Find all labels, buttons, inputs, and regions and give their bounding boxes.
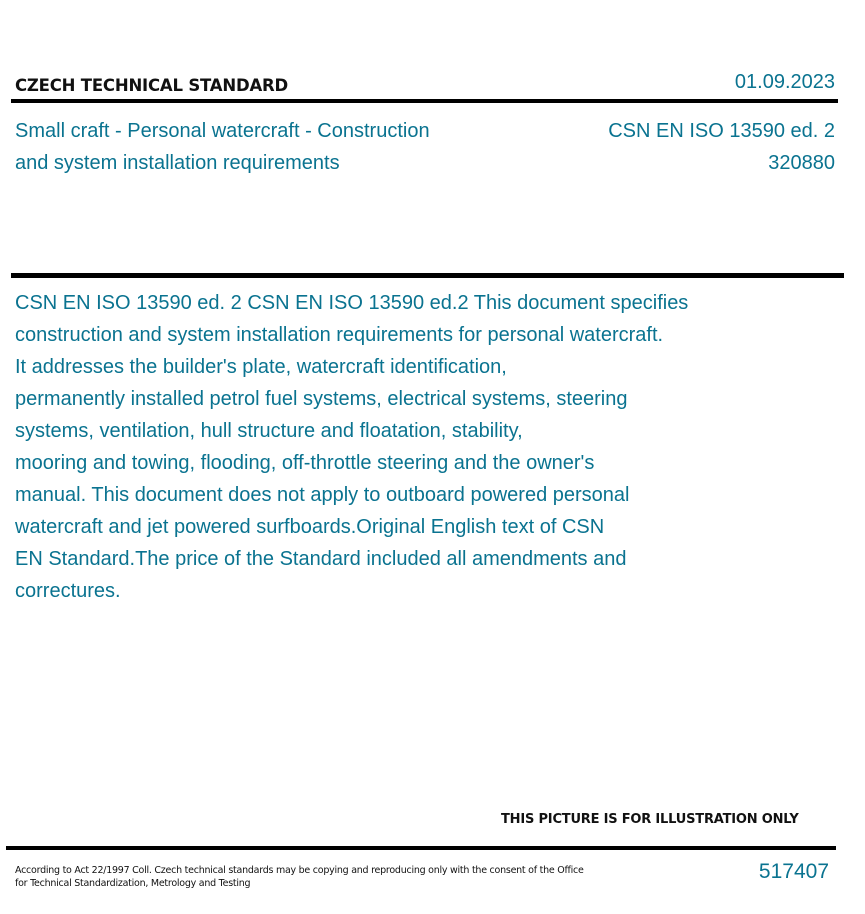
legal-notice bbox=[15, 865, 595, 890]
section-divider bbox=[11, 273, 844, 278]
standard-type-label: CZECH TECHNICAL STANDARD bbox=[15, 76, 289, 95]
catalog-number: 517407 bbox=[758, 860, 829, 883]
header-divider bbox=[11, 99, 838, 103]
illustration-notice: THIS PICTURE IS FOR ILLUSTRATION ONLY bbox=[501, 812, 799, 827]
standard-description: CSN EN ISO 13590 ed. 2 CSN EN ISO 13590 ed.2 This document specifies construction and system installation requirements for personal watercraft. It addresses the builder's plate, watercraft identification, permanently installed petrol fuel systems, electrical systems, steering systems, ventilation, hull structure and floatation, stability, mooring and towing, flooding, off-throttle steering and the owner's manual. This document does not apply to outboard powered personal watercraft and jet powered surfboards.Original English text of CSN EN Standard.The price of the Standard included all amendments and correctures. bbox=[15, 292, 689, 602]
standard-title bbox=[15, 115, 485, 179]
standard-title-line1: Small craft - Personal watercraft - Construction bbox=[15, 120, 430, 142]
classification-number: 320880 bbox=[768, 152, 835, 174]
standard-identifier bbox=[608, 115, 835, 179]
publication-date: 01.09.2023 bbox=[734, 71, 835, 93]
standard-title-line2: and system installation requirements bbox=[15, 152, 340, 174]
legal-notice-line2: for Technical Standardization, Metrology and Testing bbox=[15, 877, 251, 889]
footer-divider bbox=[6, 846, 836, 850]
standard-code: CSN EN ISO 13590 ed. 2 bbox=[608, 120, 835, 142]
legal-notice-line1: According to Act 22/1997 Coll. Czech technical standards may be copying and reproducing only with the consent of the Office bbox=[15, 865, 584, 876]
